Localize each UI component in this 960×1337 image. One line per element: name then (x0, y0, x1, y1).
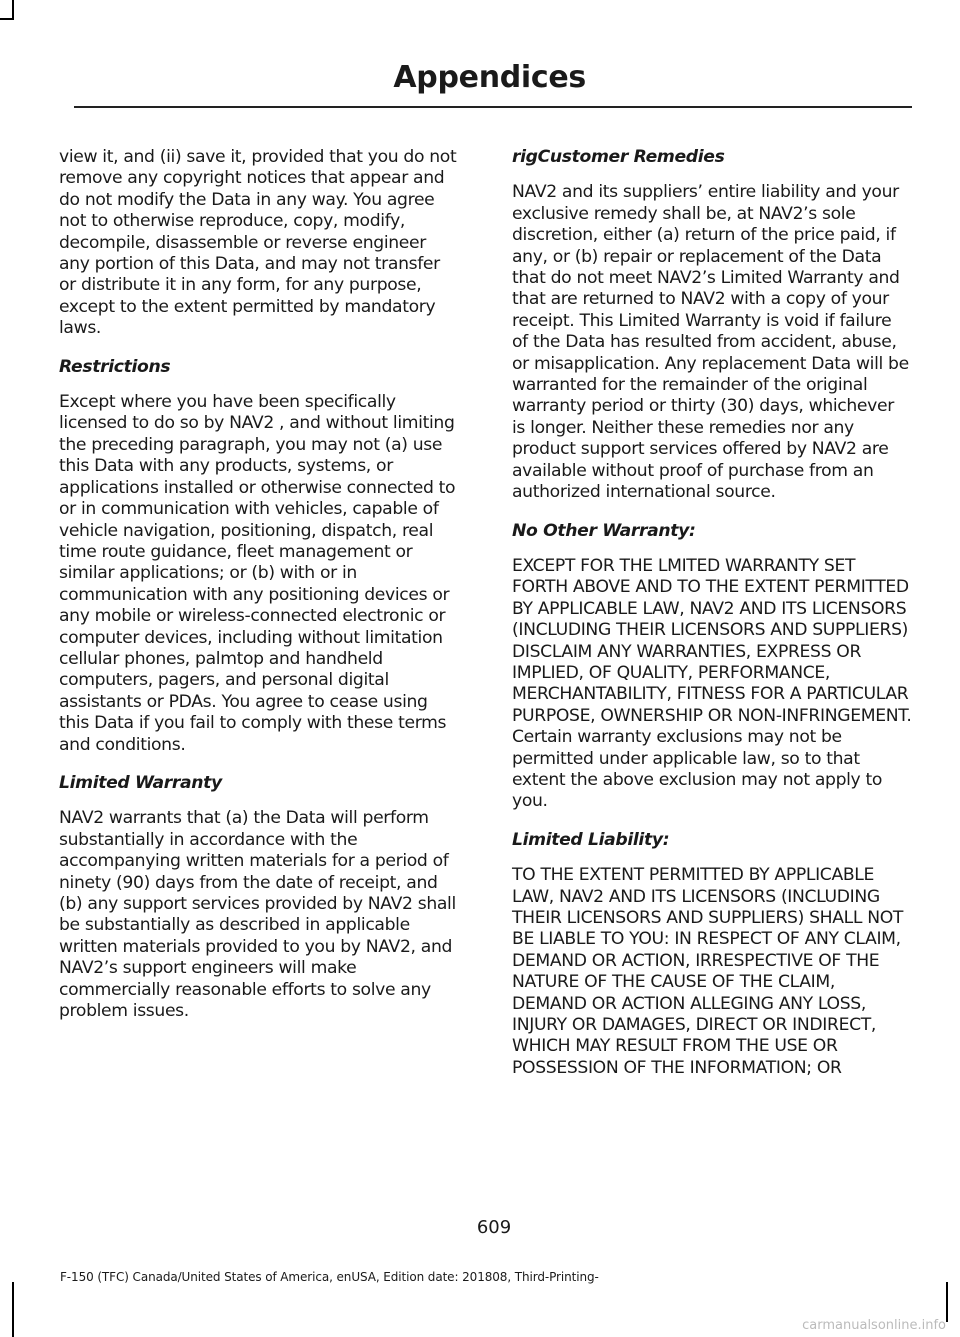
no-other-warranty-heading: No Other Warranty: (512, 520, 696, 541)
restrictions-paragraph: Except where you have been specifically licensed to do so by NAV2 , and without limiting the preceding paragraph, you may not (a) use this Data with any products, systems, or applications installed or otherwise connected to or in communication with vehicles, capable of vehicle navigation, positioning, dispatch, real time route guidance, fleet management or similar applications; or (b) with or in communication with any positioning devices or any mobile or wireless-connected electronic or computer devices, including without limitation cellular phones, palmtop and handheld computers, pagers, and personal digital assistants or PDAs. You agree to cease using this Data if you fail to comply with these terms and conditions. (59, 392, 456, 755)
header-divider (74, 106, 912, 108)
crop-mark-top-left-horizontal (0, 18, 14, 20)
page-title: Appendices (393, 60, 586, 95)
no-other-warranty-paragraph: EXCEPT FOR THE LMITED WARRANTY SET FORTH ABOVE AND TO THE EXTENT PERMITTED BY APPLICABLE LAW, NAV2 AND ITS LICENSORS (INCLUDING THEIR LICENSORS AND SUPPLIERS) DISCLAIM ANY WARRANTIES, EXPRESS OR IMPLIED, OF QUALITY, PERFORMANCE, MERCHANTABILITY, FITNESS FOR A PARTICULAR PURPOSE, OWNERSHIP OR NON-INFRINGEMENT. Certain warranty exclusions may not be permitted under applicable law, so to that extent the above exclusion may not apply to you. (512, 555, 912, 812)
crop-mark-top-left (12, 0, 14, 20)
limited-liability-heading: Limited Liability: (512, 829, 670, 850)
watermark: carmanualsonline.info (802, 1318, 946, 1333)
limited-warranty-paragraph: NAV2 warrants that (a) the Data will perform substantially in accordance with the accompanying written materials for a period of ninety (90) days from the date of receipt, and (b) any support services provided by NAV2 shall be substantially as described in applicable written materials provided to you by NAV2, and NAV2’s support engineers will make commercially reasonable efforts to solve any problem issues. (59, 808, 456, 1022)
footer-edition-info: F-150 (TFC) Canada/United States of America, enUSA, Edition date: 201808, Third-Printing- (60, 1270, 599, 1284)
right-column (512, 147, 912, 1096)
left-column (59, 147, 459, 1039)
intro-paragraph: view it, and (ii) save it, provided that you do not remove any copyright notices that appear and do not modify the Data in any way. You agree not to otherwise reproduce, copy, modify, decompile, disassemble or reverse engineer any portion of this Data, and may not transfer or distribute it in any form, for any purpose, except to the extent permitted by mandatory laws. (59, 147, 457, 339)
customer-remedies-heading: rigCustomer Remedies (512, 147, 725, 167)
limited-warranty-heading: Limited Warranty (59, 772, 222, 793)
page-number: 609 (476, 1217, 512, 1238)
customer-remedies-paragraph: NAV2 and its suppliers’ entire liability and your exclusive remedy shall be, at NAV2’s sole discretion, either (a) return of the price paid, if any, or (b) repair or replacement of the Data that do not meet NAV2’s Limited Warranty and that are returned to NAV2 with a copy of your receipt. This Limited Warranty is void if failure of the Data has resulted from accident, abuse, or misapplication. Any replacement Data will be warranted for the remainder of the original warranty period or thirty (30) days, whichever is longer. Neither these remedies nor any product support services offered by NAV2 are available without proof of purchase from an authorized international source. (512, 182, 909, 503)
crop-mark-bottom-left (12, 1282, 14, 1337)
limited-liability-paragraph: TO THE EXTENT PERMITTED BY APPLICABLE LAW, NAV2 AND ITS LICENSORS (INCLUDING THEIR LICENSORS AND SUPPLIERS) SHALL NOT BE LIABLE TO YOU: IN RESPECT OF ANY CLAIM, DEMAND OR ACTION, IRRESPECTIVE OF THE NATURE OF THE CAUSE OF THE CLAIM, DEMAND OR ACTION ALLEGING ANY LOSS, INJURY OR DAMAGES, DIRECT OR INDIRECT, WHICH MAY RESULT FROM THE USE OR POSSESSION OF THE INFORMATION; OR (512, 865, 904, 1078)
crop-mark-bottom-right (946, 1282, 948, 1322)
restrictions-heading: Restrictions (59, 356, 171, 377)
